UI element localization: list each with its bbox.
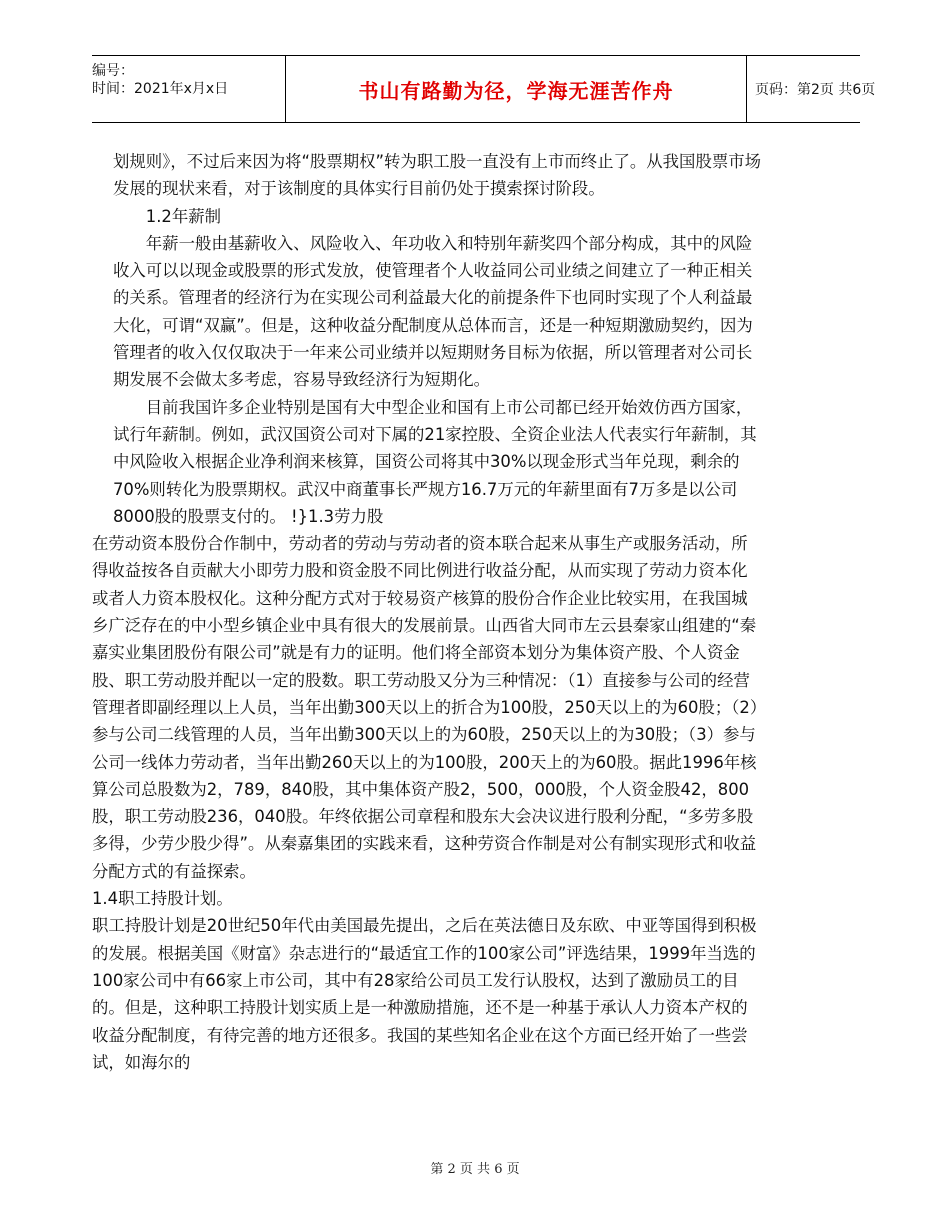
section-heading: 1.2年薪制 [145, 206, 222, 226]
header-page-info: 页码：第2页 共6页 [755, 82, 876, 98]
time-label: 时间：2021年x月x日 [92, 81, 229, 97]
page-header [92, 55, 876, 123]
paragraph: 划规则》，不过后来因为将“股票期权”转为职工股一直没有上市而终止了。从我国股票市场发展的现状来看，对于该制度的具体实行目前仍处于摸索探讨阶段。 [113, 152, 762, 199]
paragraph: 在劳动资本股份合作制中，劳动者的劳动与劳动者的资本联合起来从事生产或服务活动，所得收益按各自贡献大小即劳力股和资金股不同比例进行收益分配，从而实现了劳动力资本化或者人力资本股权化。这种分配方式对于较易资产核算的股份合作企业比较实用，在我国城乡广泛存在的中小型乡镇企业中具有很大的发展前景。山西省大同市左云县秦家山组建的“秦嘉实业集团股份有限公司”就是有力的证明。他们将全部资本划分为集体资产股、个人资金股、职工劳动股并配以一定的股数。职工劳动股又分为三种情况：（1）直接参与公司的经营管理者即副经理以上人员，当年出勤300天以上的折合为100股，250天以上的为60股；（2）参与公司二线管理的人员，当年出勤300天以上的为60股，250天以上的为30股；（3）参与公司一线体力劳动者，当年出勤260天以上的为100股，200天上的为60股。据此1996年核算公司总股数为2，789，840股，其中集体资产股2，500，000股，个人资金股42，800股，职工劳动股236，040股。年终依据公司章程和股东大会决议进行股利分配，“多劳多股多得，少劳少股少得”。从秦嘉集团的实践来看，这种劳资合作制是对公有制实现形式和收益分配方式的有益探索。 [92, 534, 759, 881]
header-meta [92, 56, 284, 128]
paragraph: 年薪一般由基薪收入、风险收入、年功收入和特别年薪奖四个部分构成，其中的风险收入可以以现金或股票的形式发放，使管理者个人收益同公司业绩之间建立了一种正相关的关系。管理者的经济行为在实现公司利益最大化的前提条件下也同时实现了个人利益最大化，可谓“双赢”。但是，这种收益分配制度从总体而言，还是一种短期激励契约，因为管理者的收入仅仅取决于一年来公司业绩并以短期财务目标为依据，所以管理者对公司长期发展不会做太多考虑，容易导致经济行为短期化。 [113, 233, 753, 390]
serial-label: 编号： [92, 63, 134, 79]
header-motto: 书山有路勤为径，学海无涯苦作舟 [285, 56, 747, 122]
paragraph: 目前我国许多企业特别是国有大中型企业和国有上市公司都已经开始效仿西方国家，试行年薪制。例如，武汉国资公司对下属的21家控股、全资企业法人代表实行年薪制，其中风险收入根据企业净利润来核算，国资公司将其中30%以现金形式当年兑现，剩余的70%则转化为股票期权。武汉中商董事长严规方16.7万元的年薪里面有7万多是以公司8000股的股票支付的。 !}1.3劳力股 [113, 397, 757, 526]
page-footer: 第 2 页 共 6 页 [430, 1162, 520, 1177]
section-heading: 1.4职工持股计划。 [92, 889, 233, 909]
paragraph: 职工持股计划是20世纪50年代由美国最先提出，之后在英法德日及东欧、中亚等国得到积极的发展。根据美国《财富》杂志进行的“最适宜工作的100家公司”评选结果，1999年当选的100家公司中有66家上市公司，其中有28家给公司员工发行认股权，达到了激励员工的目的。但是，这种职工持股计划实质上是一种激励措施，还不是一种基于承认人力资本产权的收益分配制度，有待完善的地方还很多。我国的某些知名企业在这个方面已经开始了一些尝试，如海尔的 [92, 916, 757, 1072]
document-body [92, 148, 763, 1076]
